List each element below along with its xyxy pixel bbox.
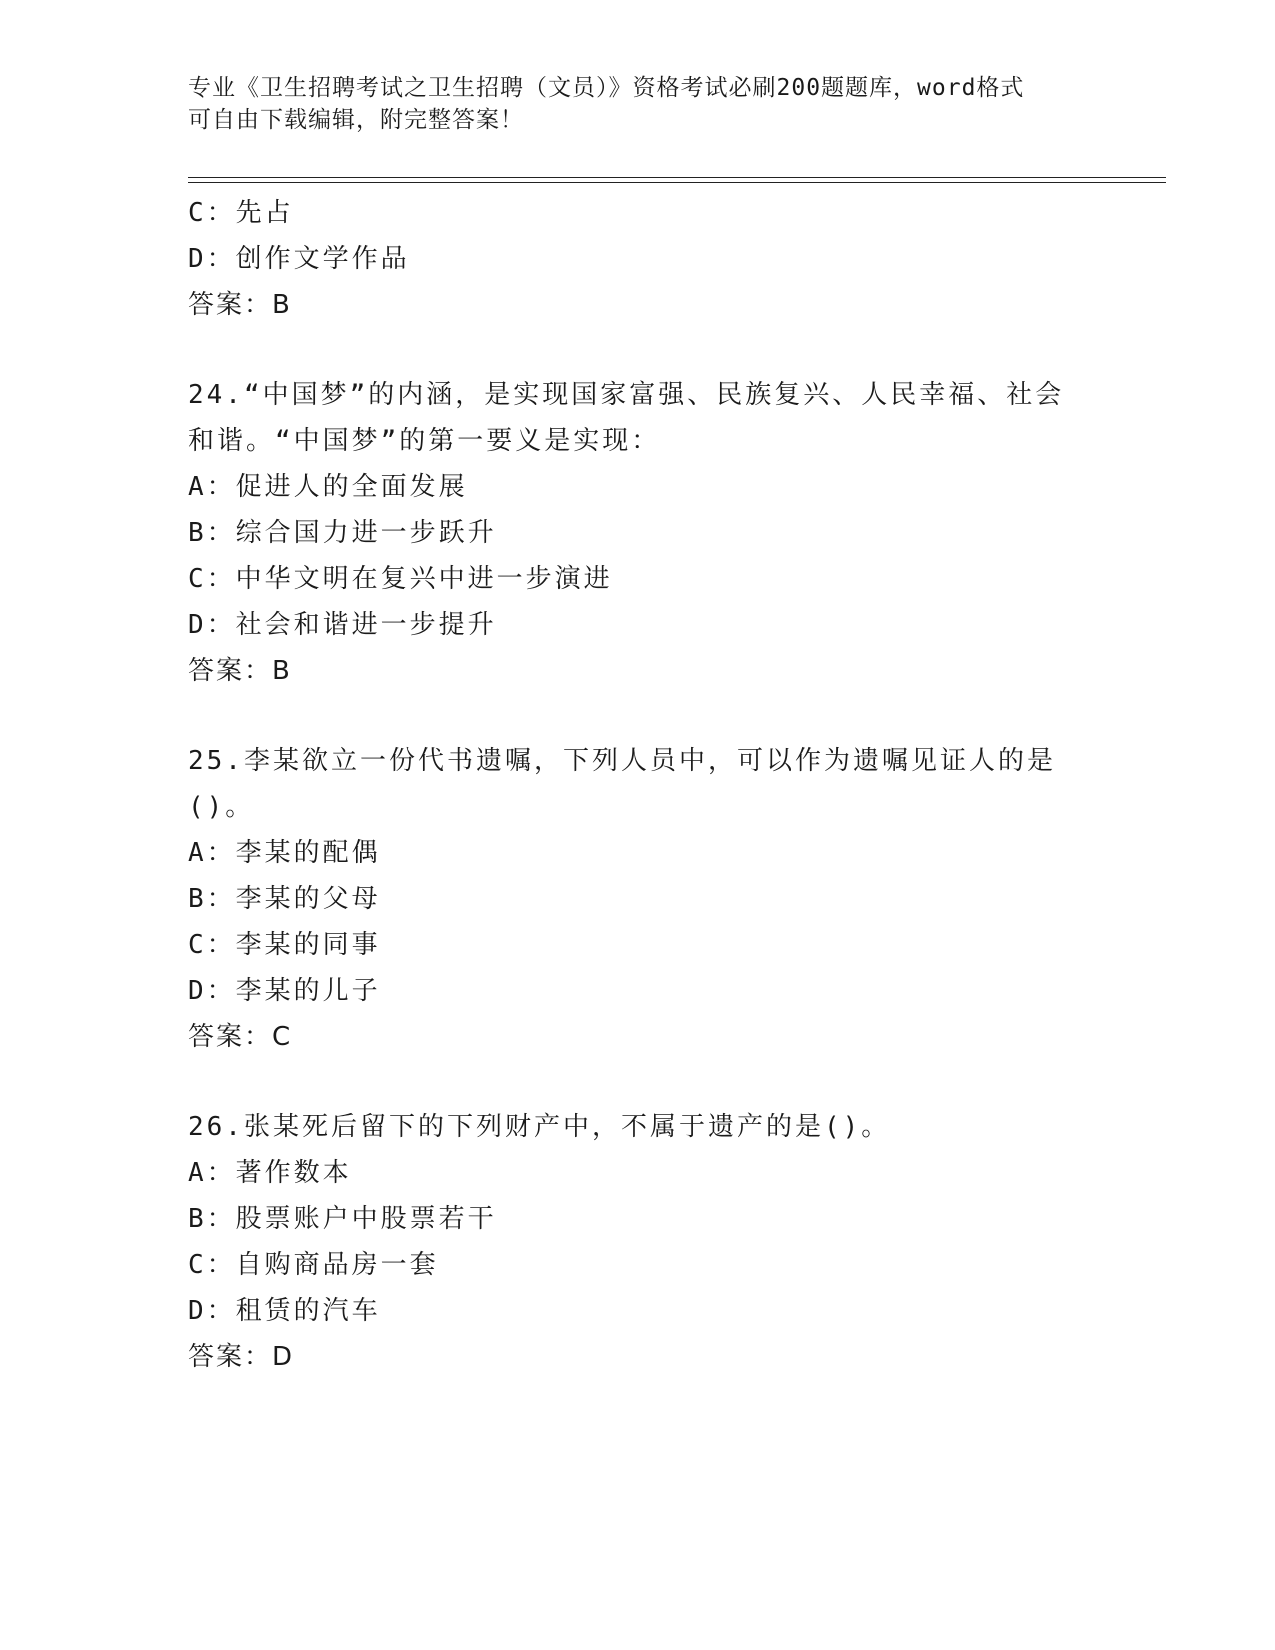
option-c: C：中华文明在复兴中进一步演进 <box>188 564 613 594</box>
option-b: B：股票账户中股票若干 <box>188 1204 497 1234</box>
option-b: B：综合国力进一步跃升 <box>188 518 497 548</box>
question-25 <box>188 738 1088 1060</box>
question-stem: 26.张某死后留下的下列财产中，不属于遗产的是()。 <box>188 1112 891 1142</box>
answer-line: 答案：B <box>188 290 292 320</box>
header-line-2: 可自由下载编辑，附完整答案！ <box>188 107 524 133</box>
question-continued <box>188 190 1088 328</box>
option-a: A：著作数本 <box>188 1158 352 1188</box>
question-24 <box>188 372 1088 694</box>
answer-line: 答案：C <box>188 1022 293 1052</box>
document-header <box>188 72 1108 136</box>
option-d: D：社会和谐进一步提升 <box>188 610 497 640</box>
option-c: C：李某的同事 <box>188 930 381 960</box>
option-d: D：李某的儿子 <box>188 976 381 1006</box>
document-page <box>188 0 1168 1650</box>
option-c: C：自购商品房一套 <box>188 1250 439 1280</box>
header-divider <box>188 177 1166 183</box>
answer-line: 答案：B <box>188 656 292 686</box>
option-a: A：李某的配偶 <box>188 838 381 868</box>
header-line-1: 专业《卫生招聘考试之卫生招聘（文员）》资格考试必刷200题题库，word格式 <box>188 75 1025 101</box>
option-b: B：李某的父母 <box>188 884 381 914</box>
option-d: D：租赁的汽车 <box>188 1296 381 1326</box>
question-stem: 24.“中国梦”的内涵，是实现国家富强、民族复兴、人民幸福、社会和谐。“中国梦”的第一要义是实现： <box>188 380 1065 456</box>
option-a: A：促进人的全面发展 <box>188 472 468 502</box>
answer-line: 答案：D <box>188 1342 295 1372</box>
question-26 <box>188 1104 1088 1380</box>
option-d: D：创作文学作品 <box>188 244 410 274</box>
question-stem: 25.李某欲立一份代书遗嘱，下列人员中，可以作为遗嘱见证人的是()。 <box>188 746 1056 822</box>
question-list <box>188 190 1088 1380</box>
option-c: C：先占 <box>188 198 294 228</box>
